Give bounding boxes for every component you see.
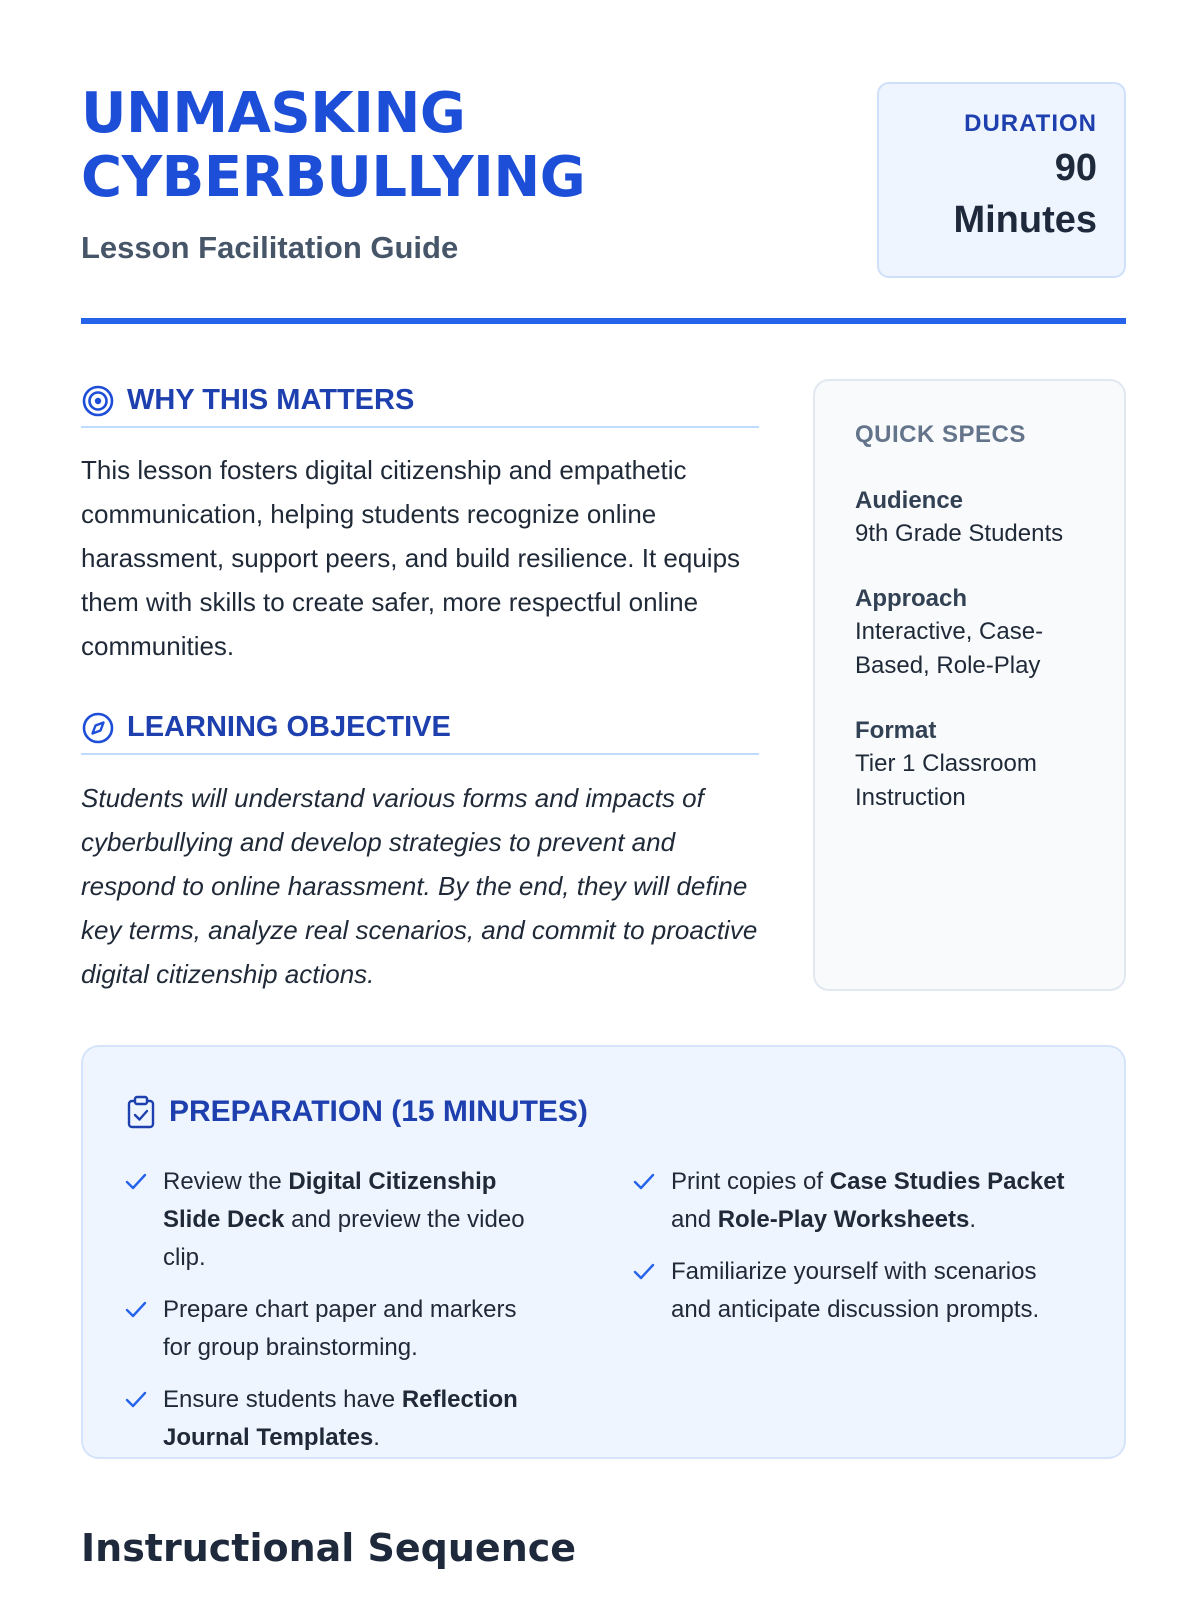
- check-icon: [633, 1172, 655, 1192]
- spec-value: 9th Grade Students: [855, 520, 1064, 547]
- target-icon: [81, 384, 115, 418]
- spec-label: Format: [855, 717, 937, 744]
- spec-label: Audience: [855, 487, 964, 514]
- header: [81, 82, 1126, 282]
- prep-item: [633, 1163, 1083, 1239]
- duration-unit: Minutes: [953, 199, 1097, 241]
- prep-text: .: [969, 1206, 977, 1233]
- clipboard-check-icon: [125, 1095, 157, 1129]
- spec-audience: [855, 485, 1084, 551]
- check-icon: [125, 1300, 147, 1320]
- prep-text: Familiarize yourself with scenarios and anticipate discussion prompts.: [671, 1258, 1040, 1323]
- prep-item: [125, 1291, 545, 1367]
- prep-item: [633, 1253, 1083, 1329]
- preparation-heading: PREPARATION (15 MINUTES): [169, 1095, 588, 1128]
- why-section-header: [81, 382, 759, 428]
- prep-text: Review the: [163, 1168, 289, 1195]
- objective-text: Students will understand various forms and impacts of cyberbullying and develop strategies to prevent and respond to online harassment. By the end, they will define key terms, analyze real scenarios, and commit to proactive digital citizenship actions.: [81, 783, 758, 989]
- spec-value: Interactive, Case-Based, Role-Play: [855, 618, 1044, 679]
- check-icon: [633, 1262, 655, 1282]
- spec-label: Approach: [855, 585, 968, 612]
- why-text: This lesson fosters digital citizenship and empathetic communication, helping students recognize online harassment, support peers, and build resilience. It equips them with skills to create safer, more respectful online communities.: [81, 455, 741, 661]
- preparation-list-left: [125, 1163, 545, 1471]
- prep-bold: Case Studies Packet: [829, 1168, 1065, 1195]
- check-icon: [125, 1172, 147, 1192]
- prep-text: Ensure students have: [163, 1386, 402, 1413]
- compass-icon: [81, 711, 115, 745]
- prep-text: and: [671, 1206, 718, 1233]
- prep-text: Print copies of: [671, 1168, 830, 1195]
- check-icon: [125, 1390, 147, 1410]
- title-line-2: CYBERBULLYING: [81, 145, 586, 210]
- objective-section-header: [81, 709, 759, 755]
- objective-heading: LEARNING OBJECTIVE: [127, 711, 451, 743]
- spec-format: [855, 715, 1084, 815]
- prep-text: .: [373, 1424, 380, 1451]
- title-line-1: UNMASKING: [81, 81, 466, 146]
- prep-item: [125, 1163, 545, 1277]
- spec-approach: [855, 583, 1084, 683]
- page-title: [81, 82, 641, 210]
- why-heading: WHY THIS MATTERS: [127, 384, 415, 416]
- header-divider: [81, 318, 1126, 324]
- sequence-heading: Instructional Sequence: [81, 1526, 577, 1570]
- duration-card: [877, 82, 1126, 278]
- prep-bold: Role-Play Worksheets: [717, 1206, 970, 1233]
- spec-value: Tier 1 Classroom Instruction: [855, 750, 1037, 811]
- prep-item: [125, 1381, 545, 1457]
- prep-bold: Digital Citizenship Slide Deck: [163, 1168, 497, 1233]
- duration-number: 90: [1054, 147, 1097, 189]
- quick-specs-card: [813, 379, 1126, 991]
- prep-text: Prepare chart paper and markers for group brainstorming.: [163, 1296, 517, 1361]
- preparation-list-right: [633, 1163, 1083, 1343]
- prep-text: and preview the video clip.: [163, 1206, 525, 1271]
- page-subtitle: Lesson Facilitation Guide: [81, 230, 459, 265]
- preparation-card: [81, 1045, 1126, 1459]
- prep-bold: Reflection Journal Templates: [163, 1386, 518, 1451]
- duration-label: DURATION: [964, 110, 1097, 137]
- quick-specs-title: QUICK SPECS: [855, 421, 1026, 448]
- duration-value: [879, 142, 1097, 246]
